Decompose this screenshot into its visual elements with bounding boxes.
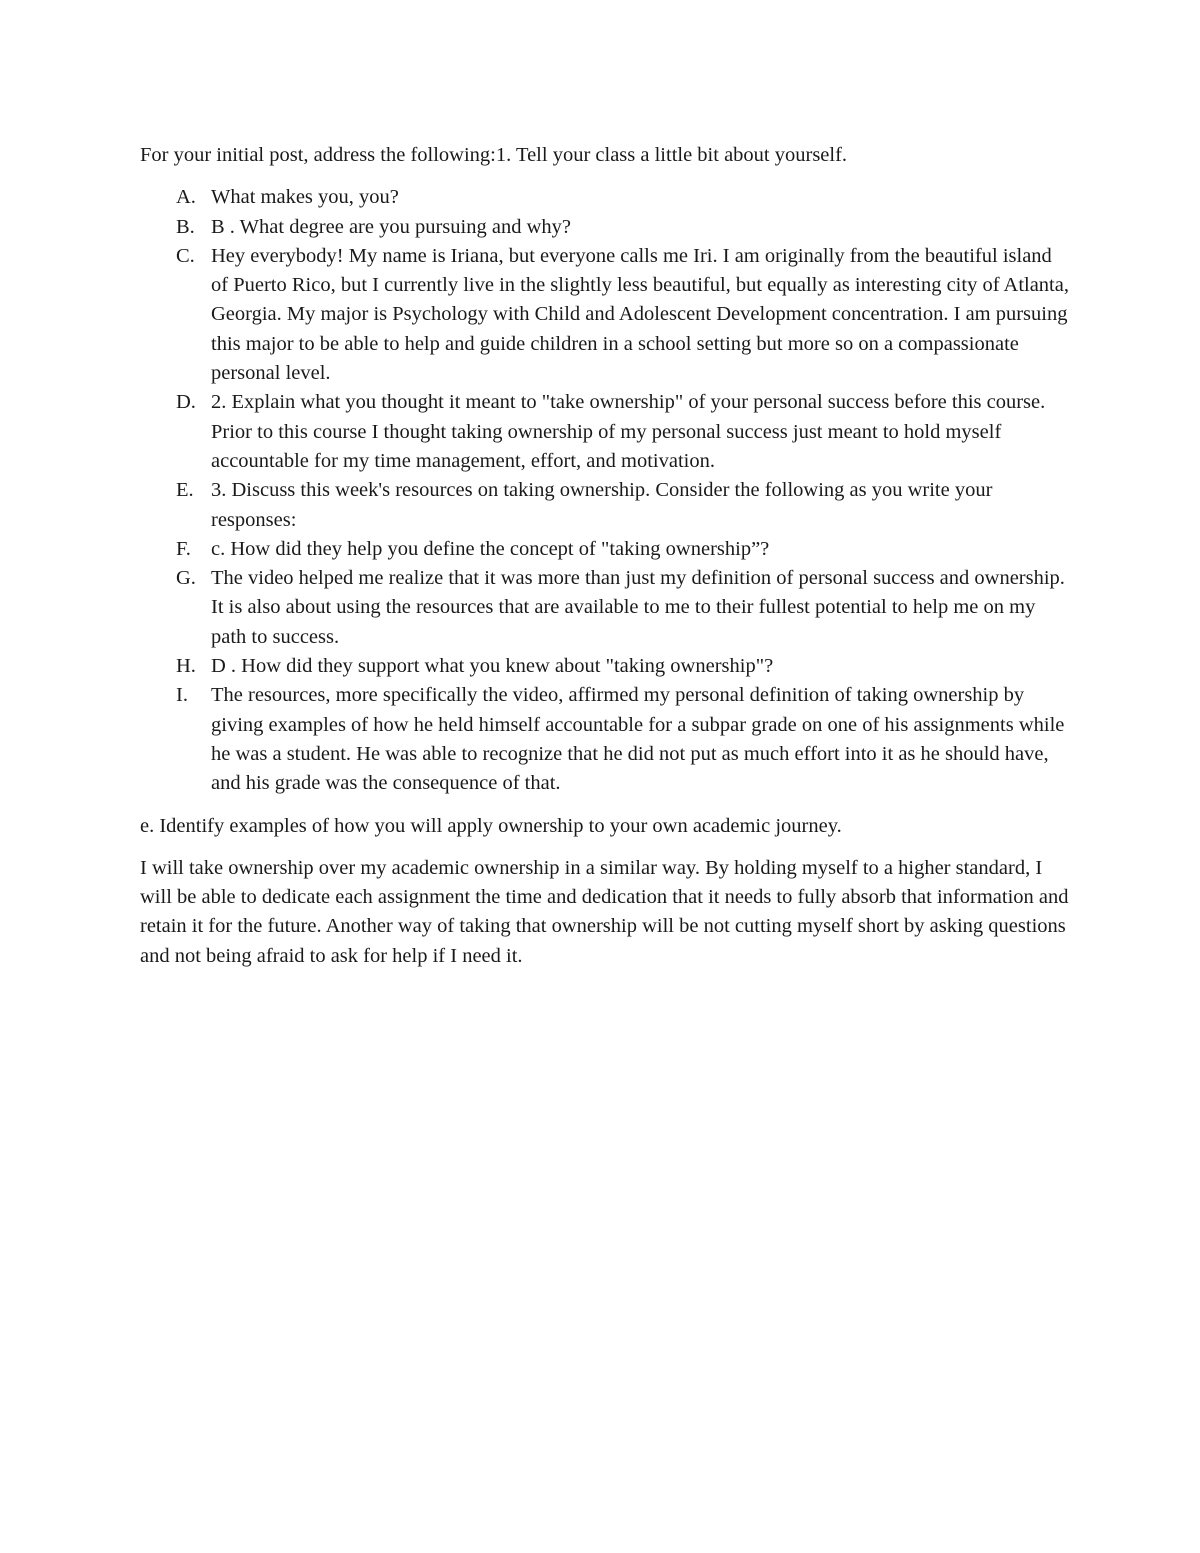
list-item: [140, 535, 1070, 564]
list-item-text: D . How did they support what you knew about "taking ownership"?: [211, 655, 774, 678]
document-page: [140, 141, 1070, 984]
list-marker: E.: [176, 479, 194, 502]
list-marker: F.: [176, 537, 191, 560]
list-item: [140, 476, 1070, 535]
list-item: [140, 242, 1070, 388]
list-item: [140, 183, 1070, 212]
list-item-text: Hey everybody! My name is Iriana, but everyone calls me Iri. I am originally from the beautiful island of Puerto Rico, but I currently live in the slightly less beautiful, but equally as interesting city of Atlanta, Georgia. My major is Psychology with Child and Adolescent Development concentration. I am pursuing this major to be able to help and guide children in a school setting but more so on a compassionate personal level.: [211, 244, 1069, 385]
answer-e-paragraph: I will take ownership over my academic ownership in a similar way. By holding myself to a higher standard, I will be able to dedicate each assignment the time and dedication that it needs to fully absorb that information and retain it for the future. Another way of taking that ownership will be not cutting myself short by asking questions and not being afraid to ask for help if I need it.: [140, 856, 1069, 967]
list-item-text: 2. Explain what you thought it meant to "take ownership" of your personal success before this course. Prior to this course I thought taking ownership of my personal success just meant to hold myself accountable for my time management, effort, and motivation.: [211, 391, 1046, 472]
list-item-text: The video helped me realize that it was more than just my definition of personal success and ownership. It is also about using the resources that are available to me to their fullest potential to help me on my path to success.: [211, 567, 1065, 648]
list-item: [140, 388, 1070, 476]
list-marker: G.: [176, 567, 196, 590]
list-item-text: c. How did they help you define the concept of "taking ownership”?: [211, 537, 770, 560]
list-item-text: What makes you, you?: [211, 186, 399, 209]
list-item-text: 3. Discuss this week's resources on taking ownership. Consider the following as you write your responses:: [211, 479, 993, 531]
list-marker: I.: [176, 684, 188, 707]
list-item: [140, 652, 1070, 681]
list-item: [140, 564, 1070, 652]
list-item-text: The resources, more specifically the video, affirmed my personal definition of taking ownership by giving examples of how he held himself accountable for a subpar grade on one of his assignments while he was a student. He was able to recognize that he did not put as much effort into it as he should have, and his grade was the consequence of that.: [211, 684, 1065, 795]
list-marker: D.: [176, 391, 196, 414]
list-marker: C.: [176, 244, 195, 267]
lettered-list: [140, 183, 1070, 798]
intro-paragraph: For your initial post, address the following:1. Tell your class a little bit about yourself.: [140, 144, 848, 166]
list-item-text: B . What degree are you pursuing and why?: [211, 215, 571, 238]
list-item: [140, 681, 1070, 798]
question-e-paragraph: e. Identify examples of how you will apply ownership to your own academic journey.: [140, 814, 842, 837]
list-marker: A.: [176, 186, 196, 209]
list-marker: B.: [176, 215, 195, 238]
list-item: [140, 213, 1070, 242]
list-marker: H.: [176, 655, 196, 678]
